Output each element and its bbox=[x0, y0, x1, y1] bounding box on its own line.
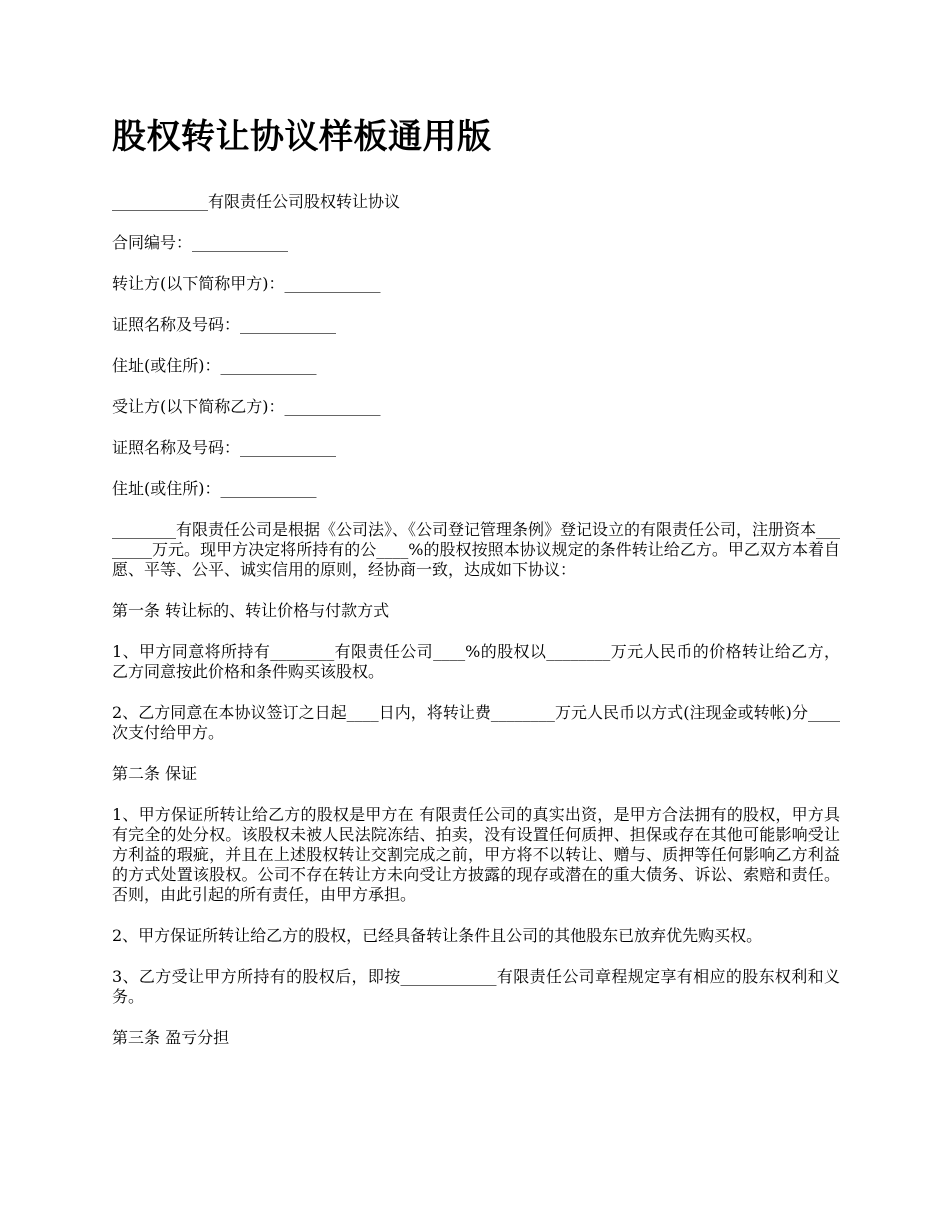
transferor-id: 证照名称及号码：____________ bbox=[112, 315, 337, 334]
article-2-clause-1: 1、甲方保证所转让给乙方的股权是甲方在 有限责任公司的真实出资，是甲方合法拥有的股权，甲方具有完全的处分权。该股权未被人民法院冻结、拍卖，没有设置任何质押、担保或存在其他可能影响受让方利益的瑕疵，并且在上述股权转让交割完成之前，甲方将不以转让、赠与、质押等任何影响乙方利益的方式处置该股权。公司不存在转让方未向受让方披露的现存或潜在的重大债务、诉讼、索赔和责任。否则，由此引起的所有责任，由甲方承担。 bbox=[112, 805, 840, 904]
transferee-name: 受让方(以下简称乙方)：____________ bbox=[112, 397, 381, 416]
transferor-name: 转让方(以下简称甲方)：____________ bbox=[112, 274, 381, 293]
preamble-paragraph: ________有限责任公司是根据《公司法》、《公司登记管理条例》登记设立的有限责任公司，注册资本________万元。现甲方决定将所持有的公____%的股权按照本协议规定的条件转让给乙方。甲乙双方本着自愿、平等、公平、诚实信用的原则，经协商一致，达成如下协议： bbox=[112, 520, 841, 579]
document-page bbox=[112, 108, 840, 1069]
article-2-clause-2: 2、甲方保证所转让给乙方的股权，已经具备转让条件且公司的其他股东已放弃优先购买权。 bbox=[112, 926, 763, 945]
article-1-heading: 第一条 转让标的、转让价格与付款方式 bbox=[112, 601, 390, 620]
article-1-clause-1: 1、甲方同意将所持有________有限责任公司____%的股权以________万元人民币的价格转让给乙方，乙方同意按此价格和条件购买该股权。 bbox=[112, 642, 840, 681]
article-2-heading: 第二条 保证 bbox=[112, 764, 198, 783]
transferee-address: 住址(或住所)：____________ bbox=[112, 479, 317, 498]
article-1-clause-2: 2、乙方同意在本协议签订之日起____日内，将转让费________万元人民币以方式(注现金或转帐)分____次支付给甲方。 bbox=[112, 703, 840, 742]
document-title: 股权转让协议样板通用版 bbox=[112, 117, 492, 157]
contract-number: 合同编号：____________ bbox=[112, 233, 289, 252]
article-2-clause-3: 3、乙方受让甲方所持有的股权后，即按____________有限责任公司章程规定享有相应的股东权利和义务。 bbox=[112, 967, 840, 1006]
transferee-id: 证照名称及号码：____________ bbox=[112, 438, 337, 457]
article-3-heading: 第三条 盈亏分担 bbox=[112, 1028, 230, 1047]
transferor-address: 住址(或住所)：____________ bbox=[112, 356, 317, 375]
agreement-heading: ____________有限责任公司股权转让协议 bbox=[112, 192, 401, 211]
